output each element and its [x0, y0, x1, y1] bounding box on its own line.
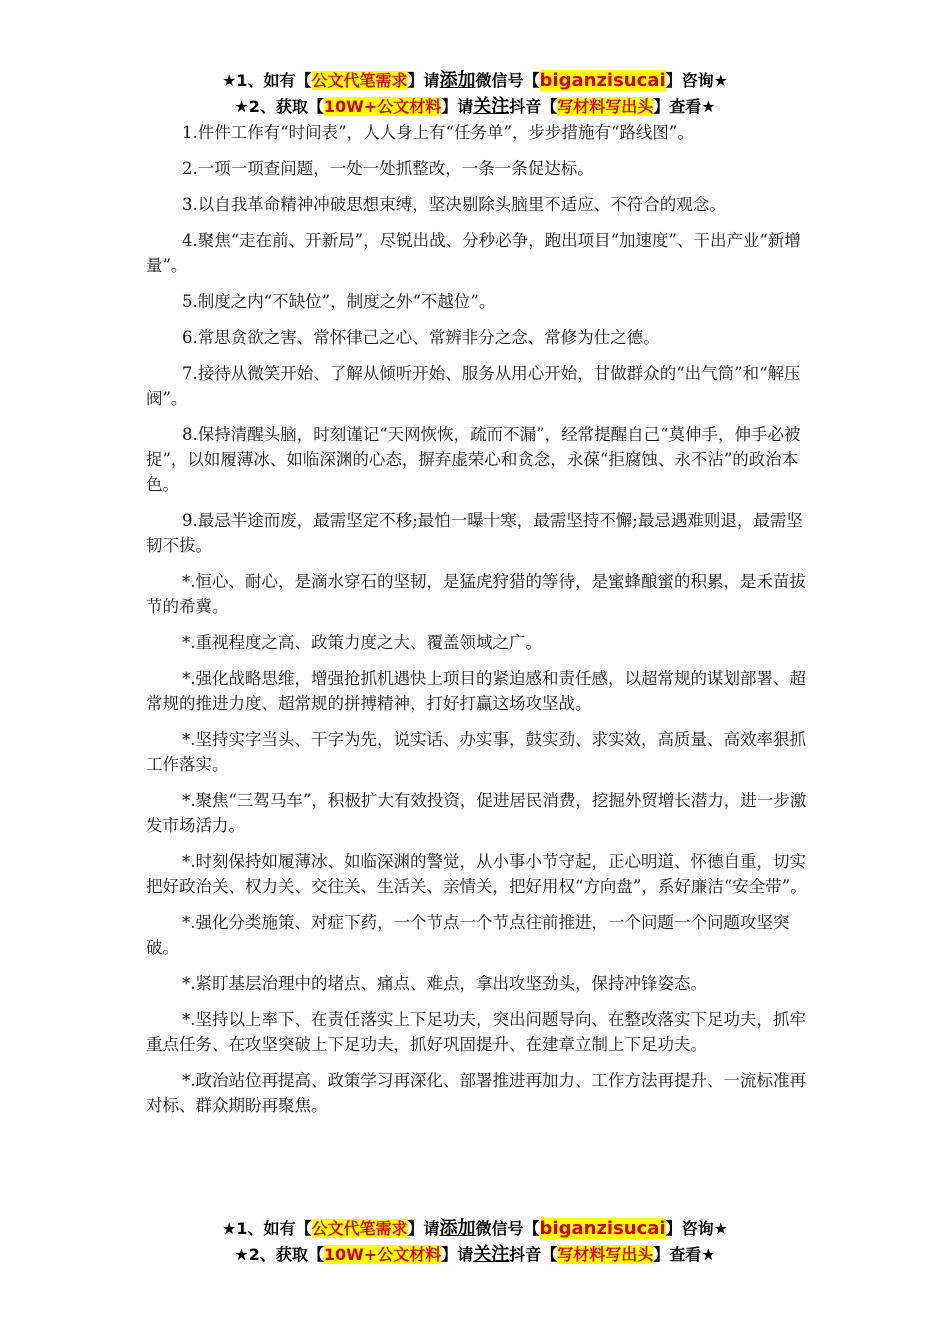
- highlight-materials: 10W+公文材料: [323, 1245, 442, 1264]
- banner-text: 抖音【: [509, 97, 558, 116]
- paragraph: 7.接待从微笑开始、了解从倾听开始、服务从用心开始，甘做群众的“出气筒”和“解压阀”。: [146, 364, 801, 408]
- paragraph: *.坚持以上率下、在责任落实上下足功夫，突出问题导向、在整改落实下足功夫，抓牢重点任务、在攻坚突破上下足功夫，抓好巩固提升、在建章立制上下足功夫。: [146, 1010, 806, 1054]
- highlight-douyin-name: 写材料写出头: [557, 97, 654, 116]
- banner-text: 抖音【: [509, 1245, 558, 1264]
- paragraph: *.恒心、耐心，是滴水穿石的坚韧，是猛虎狩猎的等待，是蜜蜂酿蜜的积累，是禾苗拔节的希冀。: [146, 572, 806, 616]
- banner-text: 微信号【: [475, 71, 540, 90]
- banner-text: ★1、如有【: [222, 1219, 312, 1238]
- highlight-wechat-id: biganzisucai: [539, 70, 666, 91]
- underlined-follow: 关注: [473, 96, 510, 117]
- banner-text: 】查看★: [653, 97, 716, 116]
- banner-text: ★2、获取【: [234, 1245, 324, 1264]
- paragraph: *.紧盯基层治理中的堵点、痛点、难点，拿出攻坚劲头，保持冲锋姿态。: [182, 974, 707, 993]
- highlight-douyin-name: 写材料写出头: [557, 1245, 654, 1264]
- banner-text: 】查看★: [653, 1245, 716, 1264]
- paragraph: *.时刻保持如履薄冰、如临深渊的警觉，从小事小节守起，正心明道、怀德自重，切实把好政治关、权力关、交往关、生活关、亲情关，把好用权“方向盘”，系好廉洁“安全带”。: [146, 852, 807, 896]
- banner-text: ★1、如有【: [222, 71, 312, 90]
- top-banner: [0, 68, 950, 120]
- paragraph: *.坚持实字当头、干字为先，说实话、办实事，鼓实劲、求实效，高质量、高效率狠抓工作落实。: [146, 730, 806, 774]
- banner-text: 微信号【: [475, 1219, 540, 1238]
- banner-text: 】请: [407, 1219, 440, 1238]
- banner-line-2: [0, 94, 950, 120]
- paragraph: 1.件件工作有“时间表”，人人身上有“任务单”，步步措施有“路线图”。: [182, 123, 694, 142]
- document-body: [146, 120, 808, 1129]
- banner-text: 】咨询★: [665, 1219, 728, 1238]
- highlight-service: 公文代笔需求: [311, 71, 408, 90]
- paragraph: *.重视程度之高、政策力度之大、覆盖领域之广。: [182, 633, 542, 652]
- paragraph: 9.最忌半途而废，最需坚定不移;最怕一曝十寒，最需坚持不懈;最忌遇难则退，最需坚韧不拔。: [146, 511, 803, 555]
- paragraph: 2.一项一项查问题，一处一处抓整改，一条一条促达标。: [182, 159, 594, 178]
- paragraph: 6.常思贪欲之害、常怀律己之心、常辨非分之念、常修为仕之德。: [182, 328, 660, 347]
- paragraph: 4.聚焦“走在前、开新局”，尽锐出战、分秒必争，跑出项目“加速度”、干出产业“新增量”。: [146, 231, 801, 275]
- paragraph: 3.以自我革命精神冲破思想束缚，坚决剔除头脑里不适应、不符合的观念。: [182, 195, 726, 214]
- paragraph: 8.保持清醒头脑，时刻谨记“天网恢恢，疏而不漏”，经常提醒自己“莫伸手，伸手必被捉”，以如履薄冰、如临深渊的心态，摒弃虚荣心和贪念，永葆“拒腐蚀、永不沾”的政治本色。: [146, 425, 801, 494]
- paragraph: *.强化战略思维，增强抢抓机遇快上项目的紧迫感和责任感，以超常规的谋划部署、超常规的推进力度、超常规的拼搏精神，打好打赢这场攻坚战。: [146, 669, 806, 713]
- underlined-add: 添加: [439, 1218, 476, 1239]
- paragraph: *.政治站位再提高、政策学习再深化、部署推进再加力、工作方法再提升、一流标准再对标、群众期盼再聚焦。: [146, 1071, 806, 1115]
- paragraph: *.聚焦“三驾马车”，积极扩大有效投资，促进居民消费，挖掘外贸增长潜力，进一步激发市场活力。: [146, 791, 807, 835]
- banner-line-2: [0, 1242, 950, 1268]
- paragraph: 5.制度之内“不缺位”，制度之外“不越位”。: [182, 292, 496, 311]
- banner-text: 】请: [441, 1245, 474, 1264]
- paragraph: *.强化分类施策、对症下药，一个节点一个节点往前推进，一个问题一个问题攻坚突破。: [146, 913, 790, 957]
- banner-line-1: [0, 68, 950, 94]
- highlight-materials: 10W+公文材料: [323, 97, 442, 116]
- banner-text: 】请: [407, 71, 440, 90]
- banner-line-1: [0, 1216, 950, 1242]
- underlined-follow: 关注: [473, 1244, 510, 1265]
- banner-text: 】咨询★: [665, 71, 728, 90]
- highlight-service: 公文代笔需求: [311, 1219, 408, 1238]
- bottom-banner: [0, 1216, 950, 1268]
- banner-text: 】请: [441, 97, 474, 116]
- underlined-add: 添加: [439, 70, 476, 91]
- banner-text: ★2、获取【: [234, 97, 324, 116]
- highlight-wechat-id: biganzisucai: [539, 1218, 666, 1239]
